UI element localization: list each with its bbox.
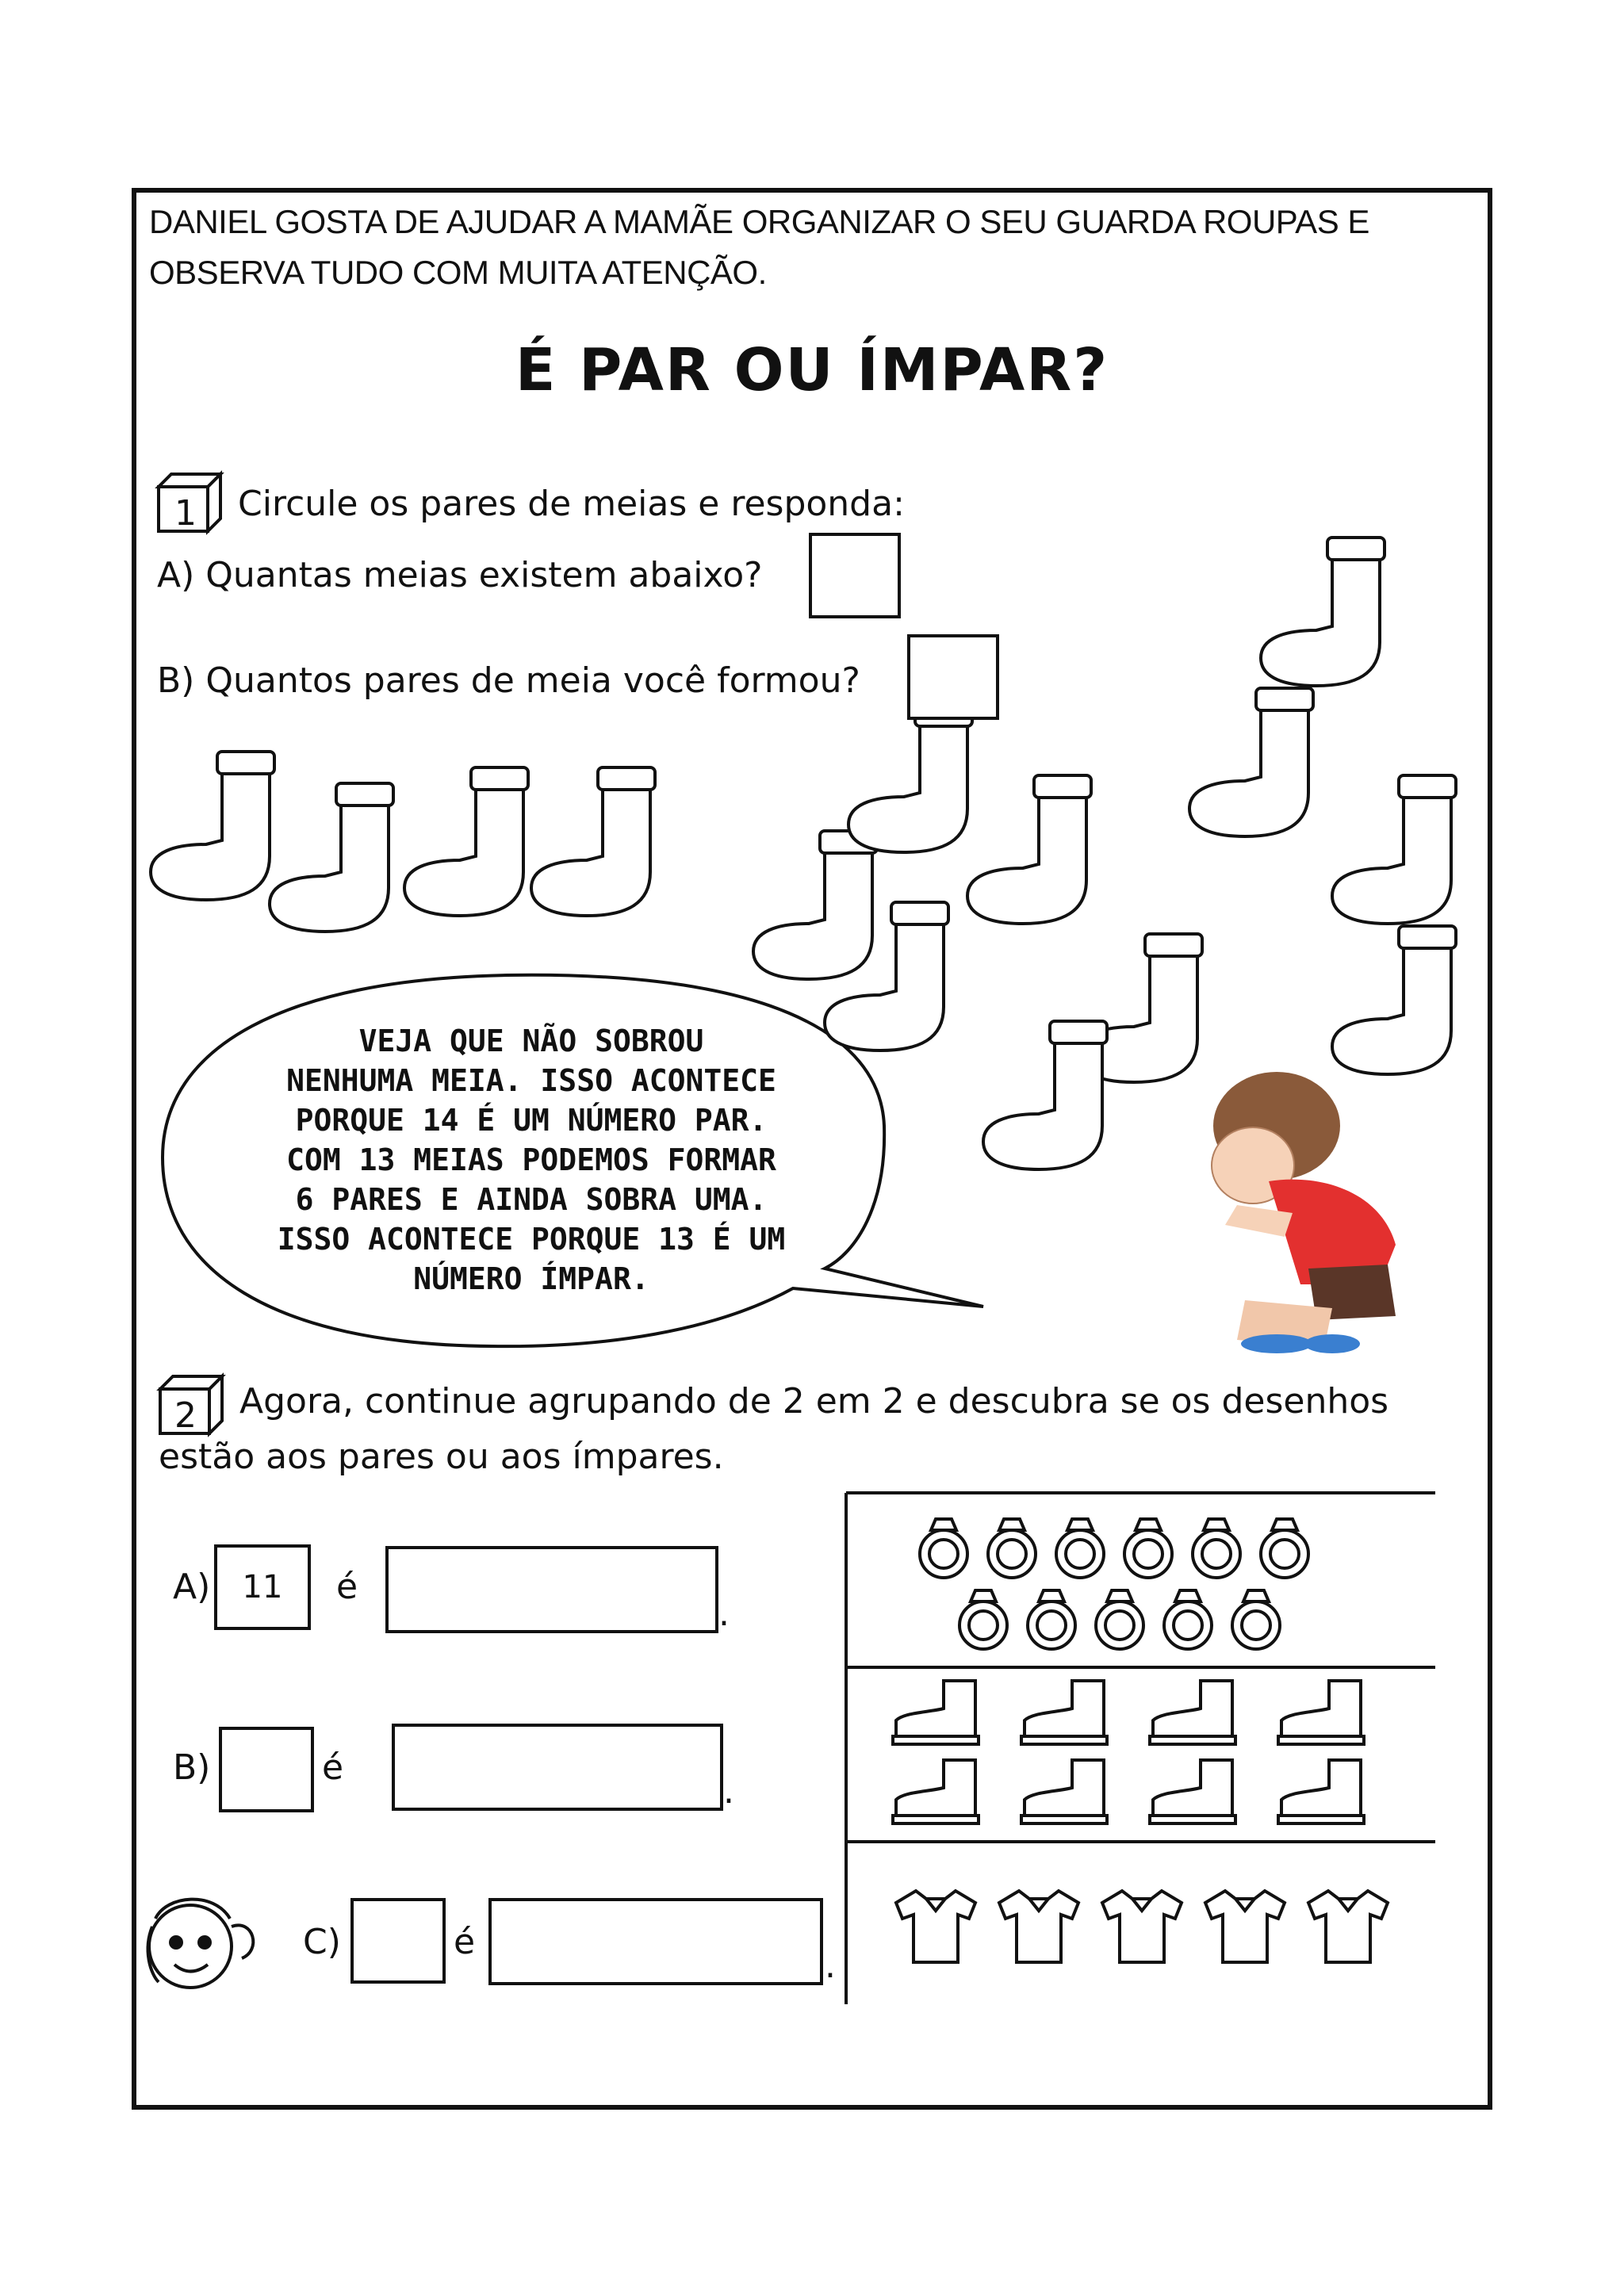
q1-b-answer-box[interactable] bbox=[907, 634, 999, 720]
boots-group bbox=[893, 1681, 1364, 1823]
row-b-period: . bbox=[723, 1771, 734, 1812]
row-b-connector: é bbox=[322, 1747, 344, 1788]
q2-line-1: Agora, continue agrupando de 2 em 2 e descubra se os desenhos bbox=[239, 1381, 1389, 1422]
ring-icon bbox=[959, 1590, 1007, 1649]
row-c-connector: é bbox=[454, 1922, 476, 1962]
q2-line-2: estão aos pares ou aos ímpares. bbox=[159, 1437, 724, 1477]
bubble-line: COM 13 MEIAS PODEMOS FORMAR bbox=[286, 1142, 776, 1177]
row-a-period: . bbox=[718, 1594, 730, 1634]
boot-icon bbox=[1021, 1681, 1107, 1744]
boot-icon bbox=[893, 1760, 979, 1823]
sock-icon bbox=[270, 783, 393, 932]
tshirt-icon bbox=[999, 1891, 1078, 1962]
row-a-label: A) bbox=[173, 1567, 211, 1607]
sock-icon bbox=[531, 767, 655, 916]
ring-icon bbox=[1193, 1519, 1240, 1578]
ring-icon bbox=[988, 1519, 1036, 1578]
boot-icon bbox=[1278, 1681, 1364, 1744]
row-b-count-box[interactable] bbox=[219, 1727, 314, 1812]
girl-illustration bbox=[148, 1900, 254, 1988]
row-a-count: 11 bbox=[242, 1569, 283, 1605]
q1-number: 1 bbox=[174, 493, 197, 534]
boot-icon bbox=[893, 1681, 979, 1744]
row-c-period: . bbox=[825, 1946, 836, 1986]
q1-a-answer-box[interactable] bbox=[809, 533, 901, 618]
sock-icon bbox=[753, 831, 877, 979]
shirts-group bbox=[896, 1891, 1388, 1962]
sock-icon bbox=[1332, 775, 1456, 924]
sock-icon bbox=[848, 704, 972, 852]
q2-number: 2 bbox=[174, 1395, 197, 1436]
row-b-answer-box[interactable] bbox=[392, 1724, 723, 1811]
tshirt-icon bbox=[896, 1891, 975, 1962]
sock-icon bbox=[1332, 926, 1456, 1074]
ring-icon bbox=[1164, 1590, 1212, 1649]
row-a-connector: é bbox=[336, 1567, 358, 1607]
boot-icon bbox=[1150, 1681, 1235, 1744]
tshirt-icon bbox=[1308, 1891, 1388, 1962]
tshirt-icon bbox=[1102, 1891, 1182, 1962]
intro-line-1: DANIEL GOSTA DE AJUDAR A MAMÃE ORGANIZAR O SEU GUARDA ROUPAS E bbox=[149, 203, 1369, 240]
rings-group bbox=[920, 1519, 1308, 1649]
ring-icon bbox=[920, 1519, 967, 1578]
row-c-count-box[interactable] bbox=[350, 1898, 446, 1984]
sock-icon bbox=[404, 767, 528, 916]
tshirt-icon bbox=[1205, 1891, 1285, 1962]
bubble-line: 6 PARES E AINDA SOBRA UMA. bbox=[295, 1182, 768, 1217]
row-c-label: C) bbox=[303, 1922, 341, 1962]
q1-a-text: A) Quantas meias existem abaixo? bbox=[157, 555, 763, 595]
row-b-label: B) bbox=[173, 1747, 211, 1788]
sock-icon bbox=[983, 1021, 1107, 1169]
ring-icon bbox=[1096, 1590, 1143, 1649]
sock-icon bbox=[967, 775, 1091, 924]
sock-icon bbox=[151, 752, 274, 900]
sock-icon bbox=[1189, 688, 1313, 836]
sock-icon bbox=[1261, 538, 1385, 686]
ring-icon bbox=[1232, 1590, 1280, 1649]
row-c-answer-box[interactable] bbox=[488, 1898, 823, 1985]
boy-illustration bbox=[1212, 1072, 1396, 1353]
boot-icon bbox=[1278, 1760, 1364, 1823]
ring-icon bbox=[1056, 1519, 1104, 1578]
bubble-text bbox=[198, 1021, 864, 1299]
q1-instruction: Circule os pares de meias e responda: bbox=[238, 484, 905, 524]
boot-icon bbox=[1021, 1760, 1107, 1823]
ring-icon bbox=[1028, 1590, 1075, 1649]
bubble-line: NENHUMA MEIA. ISSO ACONTECE bbox=[286, 1063, 776, 1098]
row-a-answer-box[interactable] bbox=[385, 1546, 718, 1633]
bubble-line: PORQUE 14 É UM NÚMERO PAR. bbox=[295, 1103, 768, 1138]
boot-icon bbox=[1150, 1760, 1235, 1823]
worksheet-title: É PAR OU ÍMPAR? bbox=[515, 336, 1109, 404]
q1-b-text: B) Quantos pares de meia você formou? bbox=[157, 660, 860, 701]
row-a-count-box[interactable] bbox=[214, 1544, 311, 1630]
bubble-line: VEJA QUE NÃO SOBROU bbox=[358, 1024, 704, 1058]
ring-icon bbox=[1261, 1519, 1308, 1578]
bubble-line: NÚMERO ÍMPAR. bbox=[413, 1261, 649, 1296]
ring-icon bbox=[1124, 1519, 1172, 1578]
bubble-line: ISSO ACONTECE PORQUE 13 É UM bbox=[277, 1222, 786, 1257]
intro-line-2: OBSERVA TUDO COM MUITA ATENÇÃO. bbox=[149, 254, 767, 291]
